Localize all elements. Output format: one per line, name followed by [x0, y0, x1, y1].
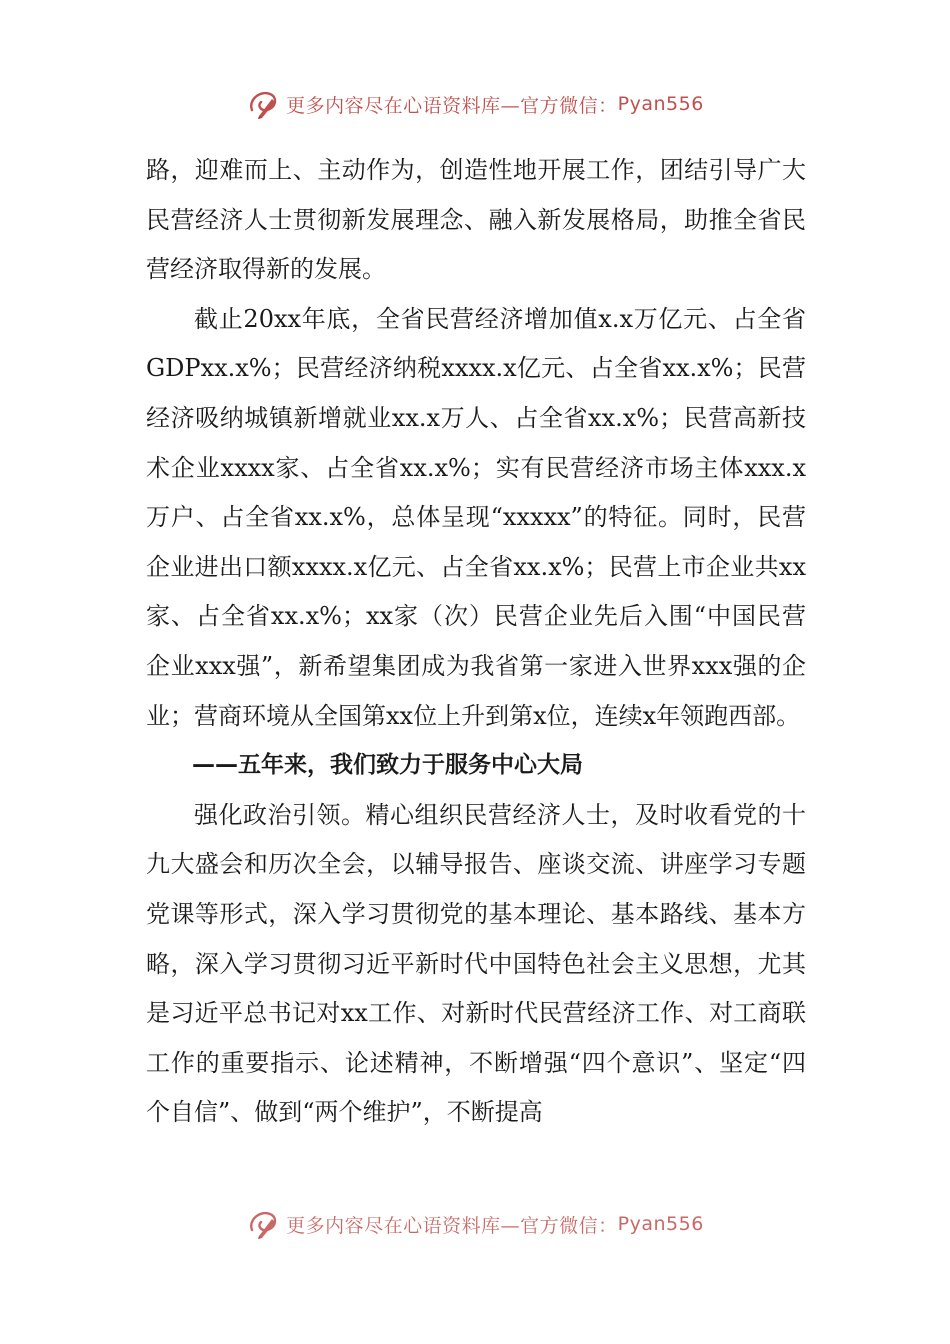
paragraph-continuation: 路，迎难而上、主动作为，创造性地开展工作，团结引导广大民营经济人士贯彻新发展理念、融入新发展格局，助推全省民营经济取得新的发展。	[146, 156, 806, 284]
footer-watermark	[0, 1206, 950, 1242]
watermark-text: 更多内容尽在心语资料库—官方微信：	[286, 1214, 618, 1237]
paragraph-statistics: 截止20xx年底，全省民营经济增加值x.x万亿元、占全省GDPxx.x%；民营经济纳税xxxx.x亿元、占全省xx.x%；民营经济吸纳城镇新增就业xx.x万人、占全省xx.x%；民营高新技术企业xxxx家、占全省xx.x%；实有民营经济市场主体xxx.x万户、占全省xx.x%，总体呈现“xxxxx”的特征。同时，民营企业进出口额xxxx.x亿元、占全省xx.x%；民营上市企业共xx家、占全省xx.x%；xx家（次）民营企业先后入围“中国民营企业xxx强”，新希望集团成为我省第一家进入世界xxx强的企业；营商环境从全国第xx位上升到第x位，连续x年领跑西部。	[146, 304, 806, 730]
header-watermark	[0, 86, 950, 122]
section-heading: ——五年来，我们致力于服务中心大局	[192, 752, 583, 779]
ribbon-pen-logo-icon	[246, 86, 282, 122]
ribbon-pen-logo-icon	[246, 1206, 282, 1242]
document-body	[146, 146, 806, 1138]
watermark-wechat-id: Pyan556	[617, 93, 704, 115]
paragraph-political-guidance: 强化政治引领。精心组织民营经济人士，及时收看党的十九大盛会和历次全会，以辅导报告、座谈交流、讲座学习专题党课等形式，深入学习贯彻党的基本理论、基本路线、基本方略，深入学习贯彻习近平新时代中国特色社会主义思想，尤其是习近平总书记对xx工作、对新时代民营经济工作、对工商联工作的重要指示、论述精神，不断增强“四个意识”、坚定“四个自信”、做到“两个维护”，不断提高	[146, 800, 806, 1127]
watermark-text: 更多内容尽在心语资料库—官方微信：	[286, 94, 618, 117]
watermark-wechat-id: Pyan556	[617, 1213, 704, 1235]
